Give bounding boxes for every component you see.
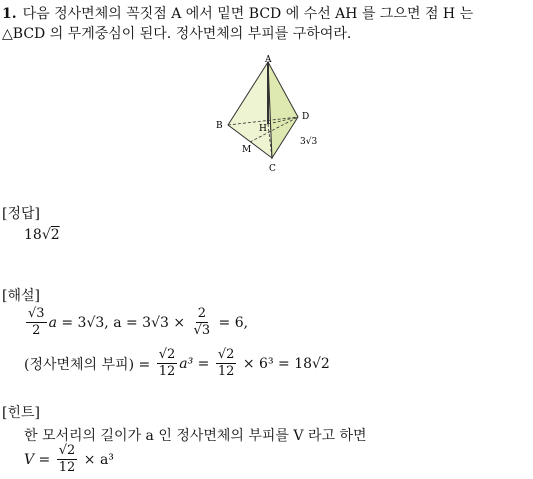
problem-text-1: 다음 정사면체의 꼭짓점 A 에서 밑면 BCD 에 수선 AH 를 그으면 점 H 는 [22, 6, 474, 22]
fraction-sqrt2-over-12-hint: $\frac{√2}{12}$ [58, 443, 76, 475]
label-c: C [269, 164, 276, 174]
tetrahedron-figure [210, 55, 330, 175]
answer-value: 18√2 [24, 227, 60, 243]
problem-line-2: △BCD 의 무게중심이 된다. 정사면체의 부피를 구하여라. [2, 26, 352, 42]
label-b: B [216, 121, 223, 131]
explanation-line-1: $\frac{√3}{2}$ a = 3√3, a = 3√3 × $\frac{2}{√3}$ = 6, [28, 306, 249, 338]
fraction-sqrt2-over-12-a: $\frac{√2}{12}$ [158, 347, 176, 379]
answer-header: [정답] [2, 206, 40, 222]
hint-line-1: 한 모서리의 길이가 a 인 정사면체의 부피를 V 라고 하면 [24, 428, 367, 444]
label-h: H [259, 124, 267, 134]
problem-number: 1. [2, 6, 17, 22]
face-abc [228, 62, 272, 158]
fraction-2-over-sqrt3: $\frac{2}{√3}$ [193, 306, 211, 338]
problem-line-1 [2, 3, 473, 23]
fraction-sqrt2-over-12-b: $\frac{√2}{12}$ [217, 347, 235, 379]
fraction-sqrt3-over-2: $\frac{√3}{2}$ [28, 306, 45, 338]
answer-coef: 18 [24, 227, 42, 243]
explanation-header: [해설] [2, 288, 40, 304]
explanation-line-2: (정사면체의 부피) = $\frac{√2}{12}$ a³ = $\frac{√2}{12}$ × 6³ = 18√2 [24, 347, 330, 379]
answer-rad: 2 [50, 227, 60, 243]
hint-header: [힌트] [2, 405, 40, 421]
label-d: D [302, 112, 310, 122]
label-side: 3√3 [300, 137, 318, 147]
face-acd [268, 62, 298, 158]
label-m: M [242, 145, 252, 155]
hint-formula: V = $\frac{√2}{12}$ × a³ [24, 443, 114, 475]
label-a: A [265, 55, 272, 65]
